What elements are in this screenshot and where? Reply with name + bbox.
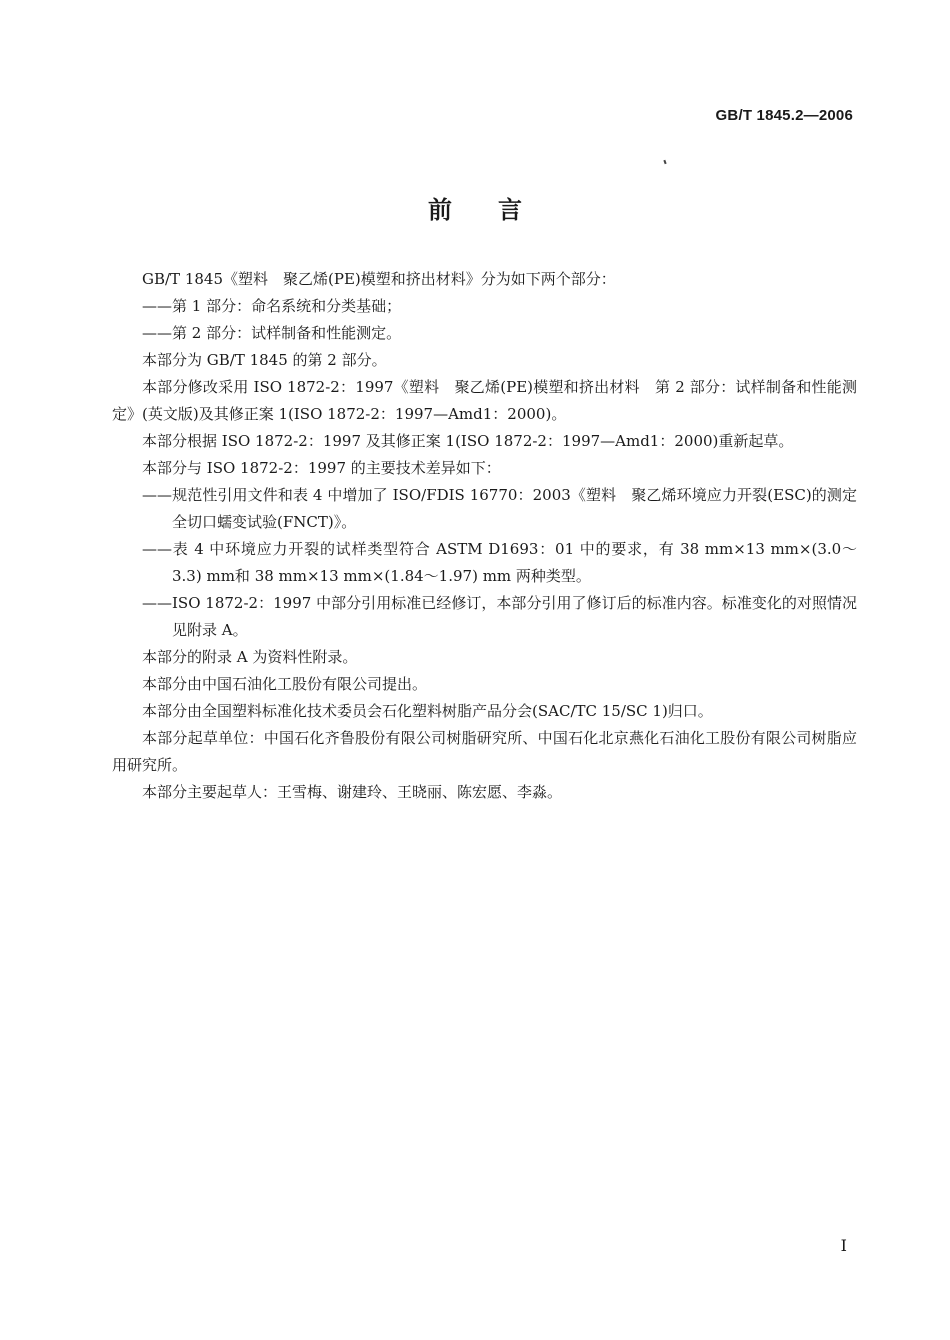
paragraph-managed-by: 本部分由全国塑料标准化技术委员会石化塑料树脂产品分会(SAC/TC 15/SC 1)归口。 [142, 702, 713, 720]
paragraph-drafters: 本部分主要起草人：王雪梅、谢建玲、王晓丽、陈宏愿、李淼。 [142, 783, 563, 801]
paragraph-this-part: 本部分为 GB/T 1845 的第 2 部分。 [142, 351, 387, 369]
foreword-body [112, 266, 873, 806]
difference-item-fnct: ——规范性引用文件和表 4 中增加了 ISO/FDIS 16770：2003《塑料 聚乙烯环境应力开裂(ESC)的测定 全切口蠕变试验(FNCT)》。 [142, 486, 873, 531]
paragraph-part1: ——第 1 部分：命名系统和分类基础； [142, 297, 402, 315]
paragraph-part2: ——第 2 部分：试样制备和性能测定。 [142, 324, 402, 342]
page-title: 前言 [428, 196, 568, 224]
paragraph-proposed-by: 本部分由中国石油化工股份有限公司提出。 [142, 675, 428, 693]
scan-speck [663, 160, 666, 164]
difference-item-references: ——ISO 1872-2：1997 中部分引用标准已经修订，本部分引用了修订后的标准内容。标准变化的对照情况见附录 A。 [142, 594, 857, 639]
difference-item-specimen: ——表 4 中环境应力开裂的试样类型符合 ASTM D1693：01 中的要求，有 38 mm×13 mm×(3.0～3.3) mm和 38 mm×13 mm×(1.84～1.97) mm 两种类型。 [142, 540, 857, 585]
paragraph-drafting-units: 本部分起草单位：中国石化齐鲁股份有限公司树脂研究所、中国石化北京燕化石油化工股份有限公司树脂应用研究所。 [112, 729, 857, 774]
standard-number: GB/T 1845.2—2006 [715, 107, 853, 124]
paragraph-adoption: 本部分修改采用 ISO 1872-2：1997《塑料 聚乙烯(PE)模塑和挤出材料 第 2 部分：试样制备和性能测定》(英文版)及其修正案 1(ISO 1872-2：1997—Amd1：2000)。 [112, 378, 857, 423]
page-number: I [840, 1236, 847, 1255]
paragraph-series-intro: GB/T 1845《塑料 聚乙烯(PE)模塑和挤出材料》分为如下两个部分： [142, 270, 616, 288]
paragraph-annex: 本部分的附录 A 为资料性附录。 [142, 648, 358, 666]
paragraph-redrafted: 本部分根据 ISO 1872-2：1997 及其修正案 1(ISO 1872-2：1997—Amd1：2000)重新起草。 [142, 432, 794, 450]
paragraph-differences-intro: 本部分与 ISO 1872-2：1997 的主要技术差异如下： [142, 459, 501, 477]
